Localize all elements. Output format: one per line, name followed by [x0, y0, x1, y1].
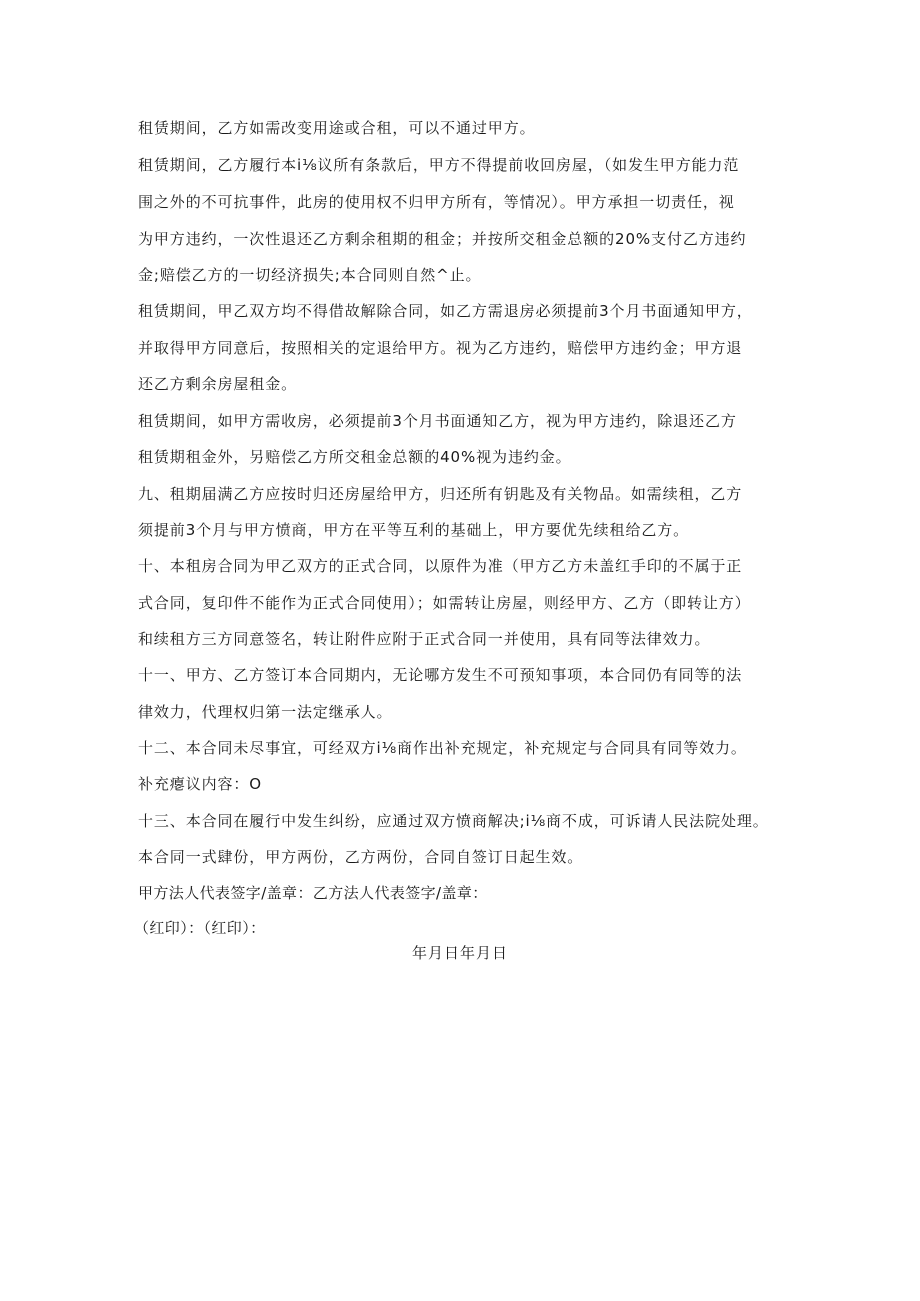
text-line-20: 十三、本合同在履行中发生纠纷，应通过双方愤商解决;i⅛商不成，可诉请人民法院处理。 — [138, 812, 769, 830]
text-line-3: 围之外的不可抗事件，此房的使用权不归甲方所有，等情况）。甲方承担一切责任，视 — [138, 193, 735, 211]
seal-line: （红印）：（红印）： — [134, 919, 266, 937]
text-line-10: 租赁期租金外，另赔偿乙方所交租金总额的40%视为违约金。 — [138, 448, 572, 466]
text-line-18: 十二、本合同未尽事宜，可经双方i⅛商作出补充规定，补充规定与合同具有同等效力。 — [138, 739, 747, 757]
text-line-8: 还乙方剩余房屋租金。 — [138, 375, 298, 393]
signature-line: 甲方法人代表签字/盖章：乙方法人代表签字/盖章： — [138, 884, 488, 902]
text-line-15: 和续租方三方同意签名，转让附件应附于正式合同一并使用，具有同等法律效力。 — [138, 630, 711, 648]
text-line-17: 律效力，代理权归第一法定继承人。 — [138, 703, 393, 721]
text-line-7: 并取得甲方同意后，按照相关的定退给甲方。视为乙方违约，赔偿甲方违约金；甲方退 — [138, 339, 743, 357]
text-line-5: 金;赔偿乙方的一切经济损失;本合同则自然^止。 — [138, 266, 482, 284]
text-line-13: 十、本租房合同为甲乙双方的正式合同，以原件为准（甲方乙方未盖红手印的不属于正 — [138, 557, 743, 575]
date-line: 年月日年月日 — [411, 944, 508, 962]
text-line-12: 须提前3个月与甲方愤商，甲方在平等互利的基础上，甲方要优先续租给乙方。 — [138, 521, 690, 539]
text-line-9: 租赁期间，如甲方需收房，必须提前3个月书面通知乙方，视为甲方违约，除退还乙方 — [138, 412, 737, 430]
text-line-4: 为甲方违约，一次性退还乙方剩余租期的租金；并按所交租金总额的20%支付乙方违约 — [138, 230, 747, 248]
text-line-16: 十一、甲方、乙方签订本合同期内，无论哪方发生不可预知事项，本合同仍有同等的法 — [138, 666, 743, 684]
text-line-6: 租赁期间，甲乙双方均不得借故解除合同，如乙方需退房必须提前3个月书面通知甲方， — [138, 302, 753, 320]
text-line-19: 补充瘪议内容：O — [138, 775, 263, 793]
text-line-21: 本合同一式肆份，甲方两份，乙方两份，合同自签订日起生效。 — [138, 848, 584, 866]
text-line-11: 九、租期届满乙方应按时归还房屋给甲方，归还所有钥匙及有关物品。如需续租，乙方 — [138, 485, 743, 503]
text-line-14: 式合同，复印件不能作为正式合同使用）；如需转让房屋，则经甲方、乙方（即转让方） — [138, 594, 751, 612]
text-line-1: 租赁期间，乙方如需改变用途或合租，可以不通过甲方。 — [138, 119, 536, 137]
text-line-2: 租赁期间，乙方履行本i⅛议所有条款后，甲方不得提前收回房屋，（如发生甲方能力范 — [138, 156, 740, 174]
